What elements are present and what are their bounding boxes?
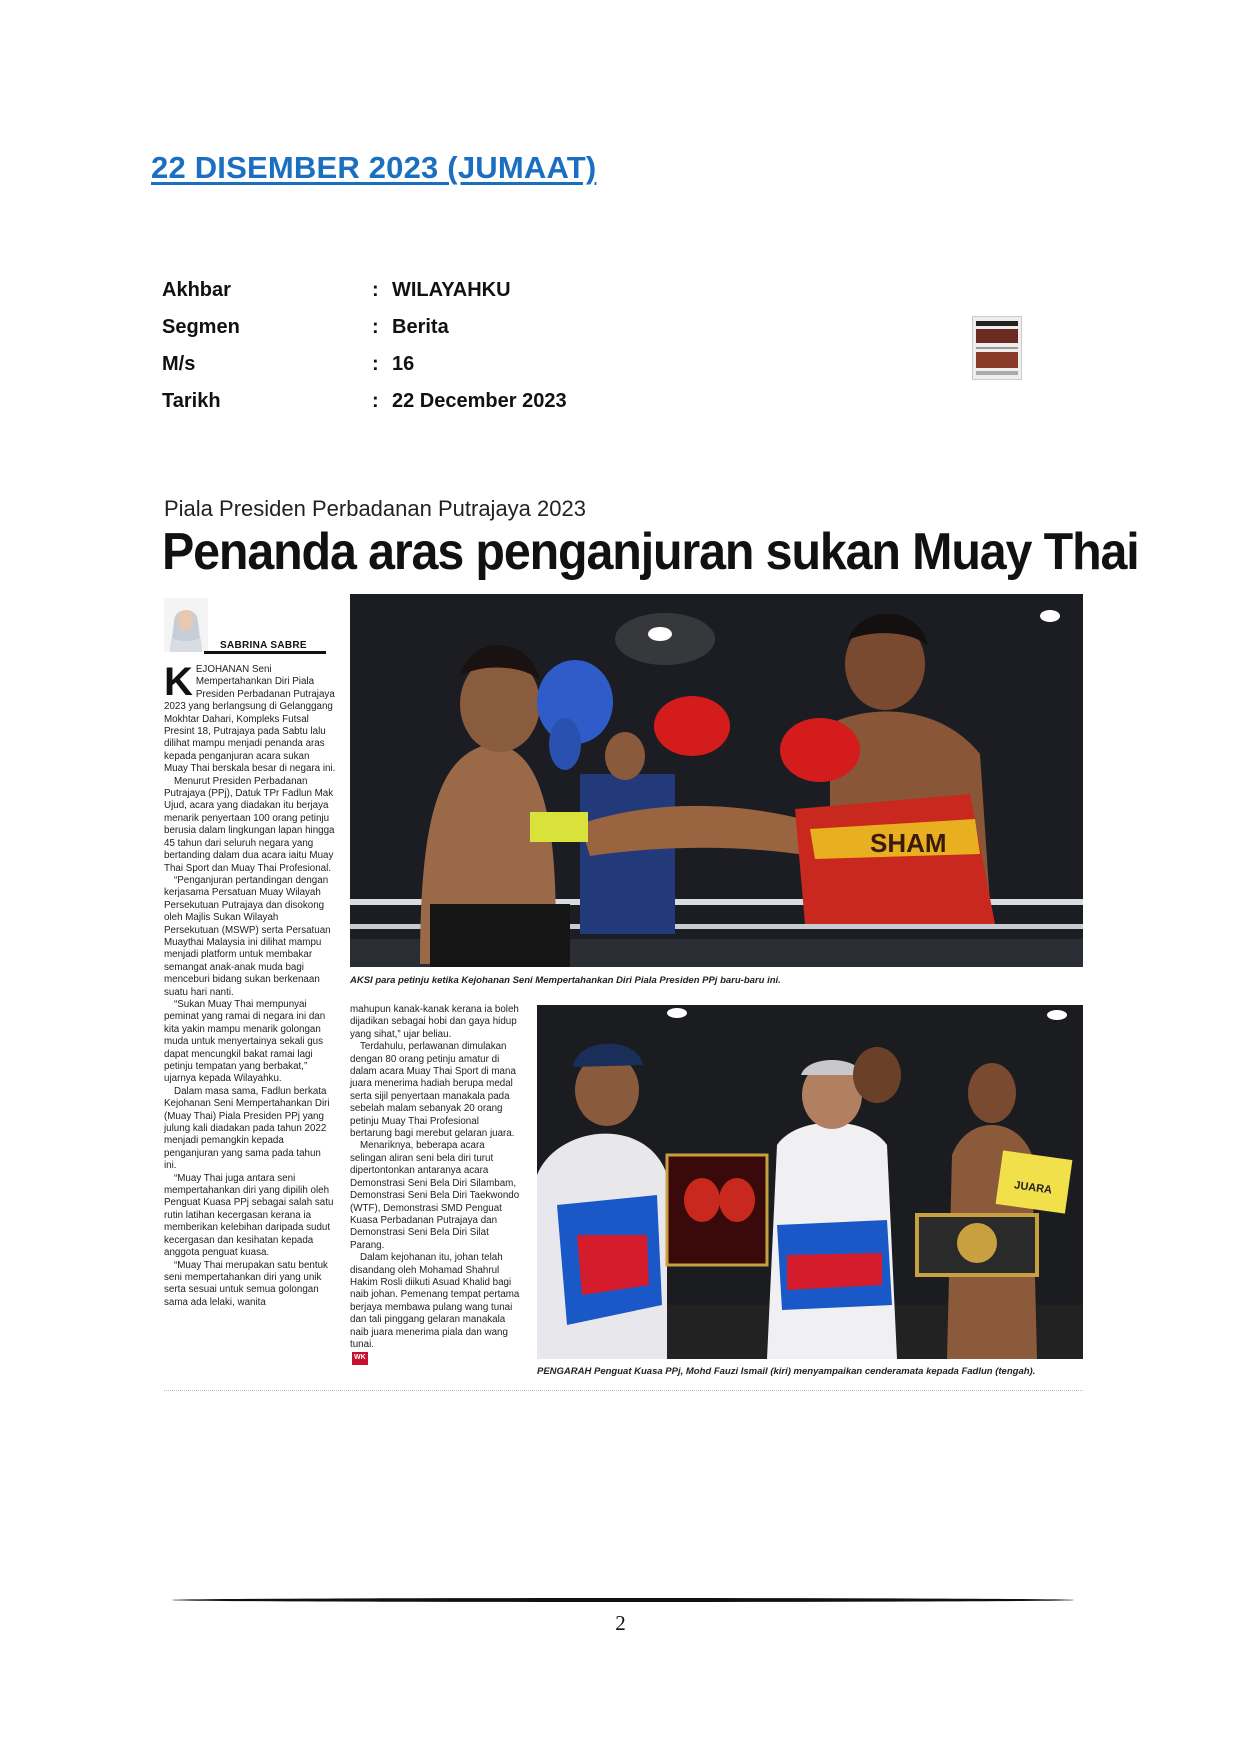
meta-colon: : <box>372 316 379 338</box>
meta-row-segmen <box>162 309 567 346</box>
author-byline <box>164 596 328 654</box>
paragraph: Dalam masa sama, Fadlun berkata Kejohanan Seni Mempertahankan Diri (Muay Thai) Piala Presiden PPj yang julung kali diadakan pada tahun 2022 menjadi pemangkin kepada penganjuran yang sama pada tahun ini. <box>164 1085 330 1172</box>
paragraph: EJOHANAN Seni Mempertahankan Diri Piala Presiden Perbadanan Putrajaya 2023 yang berlangsung di Gelanggang Mokhtar Dahari, Kompleks Futsal Presint 18, Putrajaya pada Sabtu lalu dilihat mampu menjadi penanda aras kepada penganjuran acara sukan Muay Thai berskala besar di negara ini. <box>164 664 336 775</box>
meta-value: 22 December 2023 <box>392 390 567 412</box>
article-metadata <box>162 272 567 420</box>
paragraph-text: Dalam kejohanan itu, johan telah disandang oleh Mohamad Shahrul Hakim Rosli diikuti Asuad Khalid bagi naib johan. Pemenang tempat pertama berjaya membawa pulang wang tunai dan tali pinggang gelaran manakala naib juara menerima piala dan wang tunai. <box>350 1252 520 1350</box>
article-kicker: Piala Presiden Perbadanan Putrajaya 2023 <box>164 496 586 521</box>
paragraph <box>350 1252 522 1351</box>
meta-value: WILAYAHKU <box>392 279 511 301</box>
article-bottom-rule <box>164 1390 1083 1391</box>
meta-key: Tarikh <box>162 390 221 412</box>
paragraph: “Penganjuran pertandingan dengan kerjasama Persatuan Muay Wilayah Persekutuan Putrajaya dan disokong oleh Majlis Sukan Wilayah Persekutuan (MSWP) serta Persatuan Muaythai Malaysia ini dilihat mampu menjadi platform untuk membakar semangat anak-anak muda bagi menceburi bidang sukan berkenaan suatu hari nanti. <box>164 874 331 998</box>
paragraph: Terdahulu, perlawanan dimulakan dengan 80 orang petinju amatur di dalam acara Muay Thai Sport di mana juara menerima hadiah berupa medal serta sijil penyertaan manakala pada sebelah malam sebanyak 20 orang petinju Muay Thai Profesional bertarung bagi merebut gelaran juara. <box>350 1041 516 1140</box>
author-name: SABRINA SABRE <box>220 640 307 651</box>
meta-key: Akhbar <box>162 279 231 301</box>
meta-colon: : <box>372 279 379 301</box>
award-presentation-photo <box>537 1005 1083 1359</box>
paragraph: “Muay Thai juga antara seni mempertahankan diri yang dipilih oleh Penguat Kuasa PPj sebagai salah satu rutin latihan kecergasan kerana ia memberikan kelebihan daripada sudut kecergasan dan kesihatan kepada anggota penguat kuasa. <box>164 1172 334 1259</box>
article-column-1 <box>164 660 336 1309</box>
paragraph: “Sukan Muay Thai mempunyai peminat yang ramai di negara ini dan kita yakin mampu menarik golongan muda untuk menyertainya sekali gus dapat mencungkil bakat ramai lagi petinju tempatan yang berbakat,” ujarnya kepada Wilayahku. <box>164 998 326 1085</box>
meta-key: M/s <box>162 353 196 375</box>
paragraph: Menurut Presiden Perbadanan Putrajaya (PPj), Datuk TPr Fadlun Mak Ujud, acara yang diadakan itu berjaya menarik penyertaan 100 orang petinju berusia dalam lingkungan lapan hingga 45 tahun dari seluruh negara yang bertanding dalam dua acara iaitu Muay Thai Sport dan Muay Thai Profesional. <box>164 775 335 874</box>
paragraph: mahupun kanak-kanak kerana ia boleh dijadikan sebagai hobi dan gaya hidup yang sihat,” ujar beliau. <box>350 1004 519 1040</box>
muay-thai-fight-photo <box>350 594 1083 967</box>
page-number: 2 <box>615 1611 626 1635</box>
article-column-2 <box>350 1004 522 1365</box>
author-avatar <box>164 598 208 652</box>
meta-row-ms <box>162 346 567 383</box>
meta-row-tarikh <box>162 383 567 420</box>
page-thumbnail[interactable] <box>972 316 1022 380</box>
article-headline: Penanda aras penganjuran sukan Muay Thai <box>162 523 1139 581</box>
date-heading: 22 DISEMBER 2023 (JUMAAT) <box>151 150 597 185</box>
certificate-text: JUARA <box>1013 1179 1053 1197</box>
meta-row-akhbar <box>162 272 567 309</box>
drop-cap: K <box>164 660 193 704</box>
meta-colon: : <box>372 353 379 375</box>
photo-caption-2: PENGARAH Penguat Kuasa PPj, Mohd Fauzi Ismail (kiri) menyampaikan cenderamata kepada Fadlun (tengah). <box>537 1366 1036 1377</box>
paragraph: “Muay Thai merupakan satu bentuk seni mempertahankan diri yang unik serta sesuai untuk semua golongan sama ada lelaki, wanita <box>164 1259 328 1308</box>
meta-colon: : <box>372 390 379 412</box>
shorts-text: SHAM <box>870 828 947 858</box>
end-mark: WK <box>352 1352 368 1364</box>
footer-rule <box>172 1598 1074 1602</box>
meta-key: Segmen <box>162 316 240 338</box>
meta-value: Berita <box>392 316 449 338</box>
paragraph: Menariknya, beberapa acara selingan aliran seni bela diri turut dipertontonkan antaranya acara Demonstrasi Seni Bela Diri Silambam, Demonstrasi Seni Bela Diri Taekwondo (WTF), Demonstrasi SMD Penguat Kuasa Perbadanan Putrajaya dan Demonstrasi Seni Bela Diri Silat Parang. <box>350 1140 520 1251</box>
photo-caption-1: AKSI para petinju ketika Kejohanan Seni Mempertahankan Diri Piala Presiden PPj baru-baru ini. <box>350 975 781 986</box>
meta-value: 16 <box>392 353 415 375</box>
